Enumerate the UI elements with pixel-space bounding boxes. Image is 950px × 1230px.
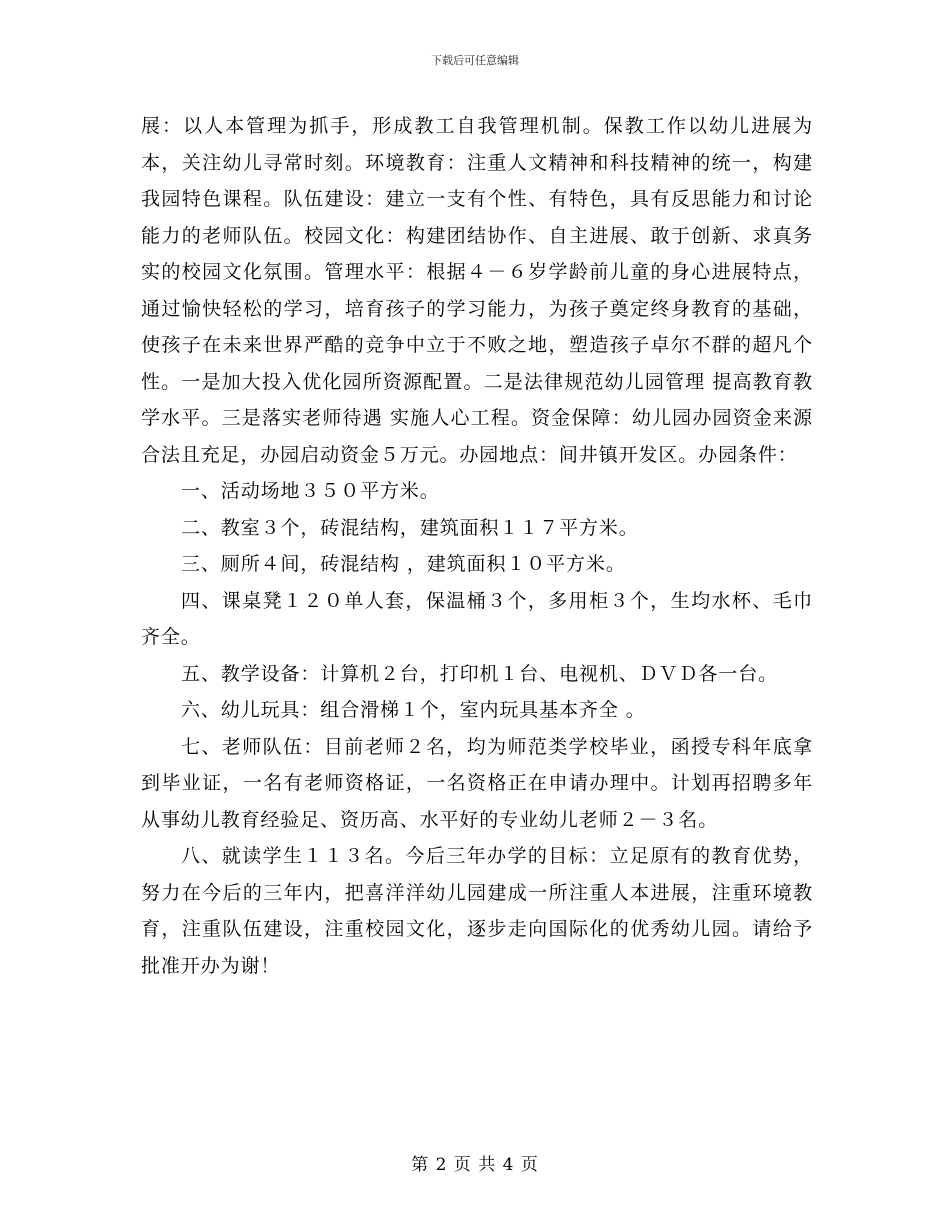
- paragraph-item-5: 五、教学设备：计算机２台，打印机１台、电视机、ＤＶＤ各一台。: [181, 662, 779, 685]
- paragraph-item-2: 二、教室３个，砖混结构，建筑面积１１７平方米。: [181, 516, 639, 539]
- paragraph-item-3: 三、厕所４间，砖混结构 ，建筑面积１０平方米。: [181, 553, 626, 575]
- page-header: 下载后可任意编辑: [431, 54, 519, 67]
- paragraph-continuation: 展：以人本管理为抓手，形成教工自我管理机制。保教工作以幼儿进展为本，关注幼儿寻常时刻。环境教育：注重人文精神和科技精神的统一，构建我园特色课程。队伍建设：建立一支有个性、有特色，具有反思能力和讨论能力的老师队伍。校园文化：构建团结协作、自主进展、敢于创新、求真务实的校园文化氛围。管理水平：根据４－６岁学龄前儿童的身心进展特点，通过愉快轻松的学习，培育孩子的学习能力，为孩子奠定终身教育的基础，使孩子在未来世界严酷的竞争中立于不败之地，塑造孩子卓尔不群的超凡个性。一是加大投入优化园所资源配置。二是法律规范幼儿园管理 提高教育教学水平。三是落实老师待遇 实施人心工程。资金保障：幼儿园办园资金来源合法且充足，办园启动资金５万元。办园地点：间井镇开发区。办园条件：: [141, 115, 813, 466]
- page-number-footer: 第 2 页 共 4 页: [411, 1155, 539, 1175]
- paragraph-item-6: 六、幼儿玩具：组合滑梯１个，室内玩具基本齐全 。: [181, 699, 646, 721]
- paragraph-item-7: 七、老师队伍：目前老师２名，均为师范类学校毕业，函授专科年底拿到毕业证，一名有老师资格证，一名资格正在申请办理中。计划再招聘多年从事幼儿教育经验足、资历高、水平好的专业幼儿老师２－３名。: [141, 735, 813, 831]
- paragraph-item-1: 一、活动场地３５０平方米。: [181, 480, 440, 502]
- paragraph-item-4: 四、课桌凳１２０单人套，保温桶３个，多用柜３个，生均水杯、毛巾齐全。: [141, 589, 813, 648]
- document-body: [141, 108, 813, 984]
- paragraph-item-8: 八、就读学生１１３名。今后三年办学的目标：立足原有的教育优势，努力在今后的三年内，把喜洋洋幼儿园建成一所注重人本进展，注重环境教育，注重队伍建设，注重校园文化，逐步走向国际化的优秀幼儿园。请给予批准开办为谢！: [141, 845, 813, 977]
